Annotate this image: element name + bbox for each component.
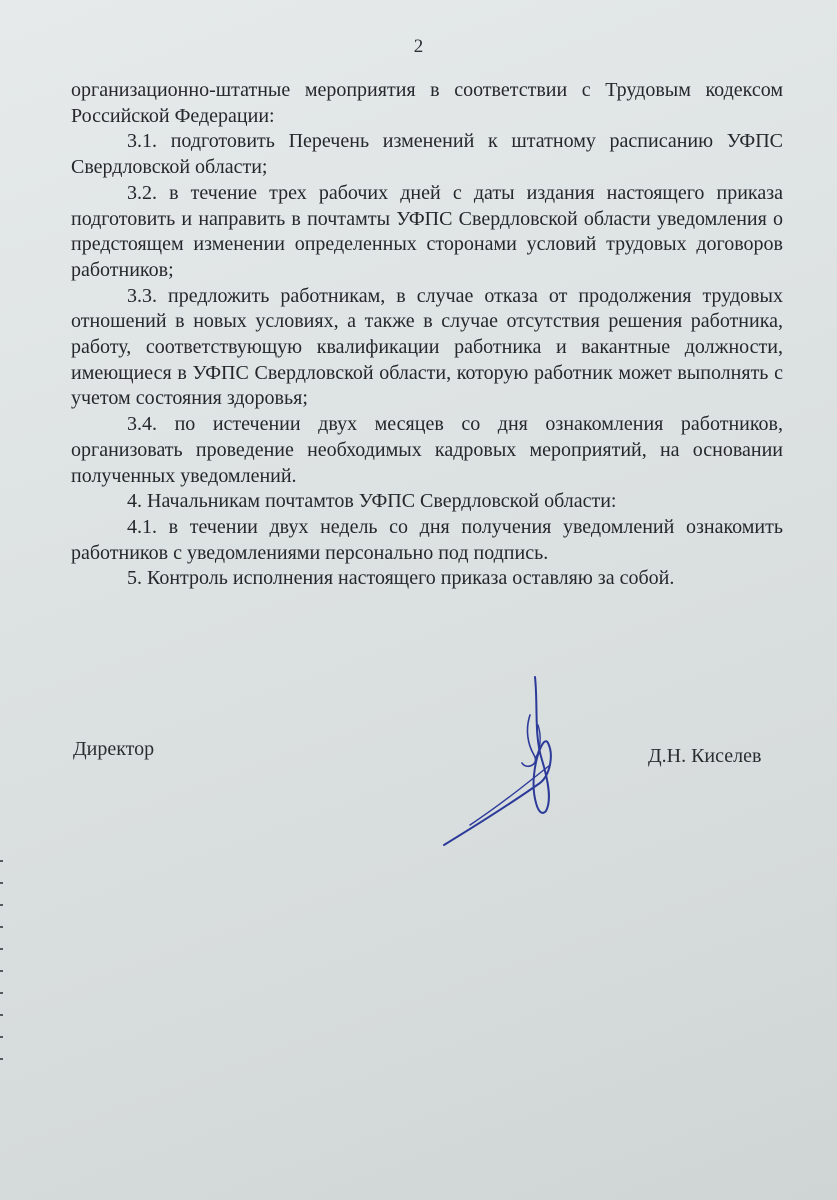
paragraph-4: 4. Начальникам почтамтов УФПС Свердловской области:	[127, 490, 617, 513]
handwritten-signature	[430, 665, 570, 855]
paragraph-3-3: 3.3. предложить работникам, в случае отказа от продолжения трудовых отношений в новых условиях, а также в случае отсутствия решения работника, работу, соответствующую квалификации работника и вакантные должности, имеющиеся в УФПС Свердловской области, которую работник может выполнять с учетом состояния здоровья;	[71, 284, 783, 410]
paragraph-4-1: 4.1. в течении двух недель со дня получения уведомлений ознакомить работников с уведомлениями персонально под подпись.	[71, 515, 783, 564]
signatory-name: Д.Н. Киселев	[648, 745, 762, 767]
paragraph-intro: организационно-штатные мероприятия в соответствии с Трудовым кодексом Российской Федерации:	[71, 79, 783, 127]
binding-edge-marks	[0, 860, 6, 1080]
paragraph-5: 5. Контроль исполнения настоящего приказа оставляю за собой.	[127, 567, 675, 590]
paragraph-3-4: 3.4. по истечении двух месяцев со дня ознакомления работников, организовать проведение необходимых кадровых мероприятий, на основании полученных уведомлений.	[71, 413, 783, 487]
signatory-title: Директор	[73, 738, 155, 760]
document-body	[71, 78, 783, 592]
page-number: 2	[413, 36, 424, 57]
paragraph-3-2: 3.2. в течение трех рабочих дней с даты издания настоящего приказа подготовить и направить в почтамты УФПС Свердловской области уведомления о предстоящем изменении определенных сторонами условий трудовых договоров работников;	[71, 181, 783, 281]
paragraph-3-1: 3.1. подготовить Перечень изменений к штатному расписанию УФПС Свердловской области;	[71, 130, 783, 179]
